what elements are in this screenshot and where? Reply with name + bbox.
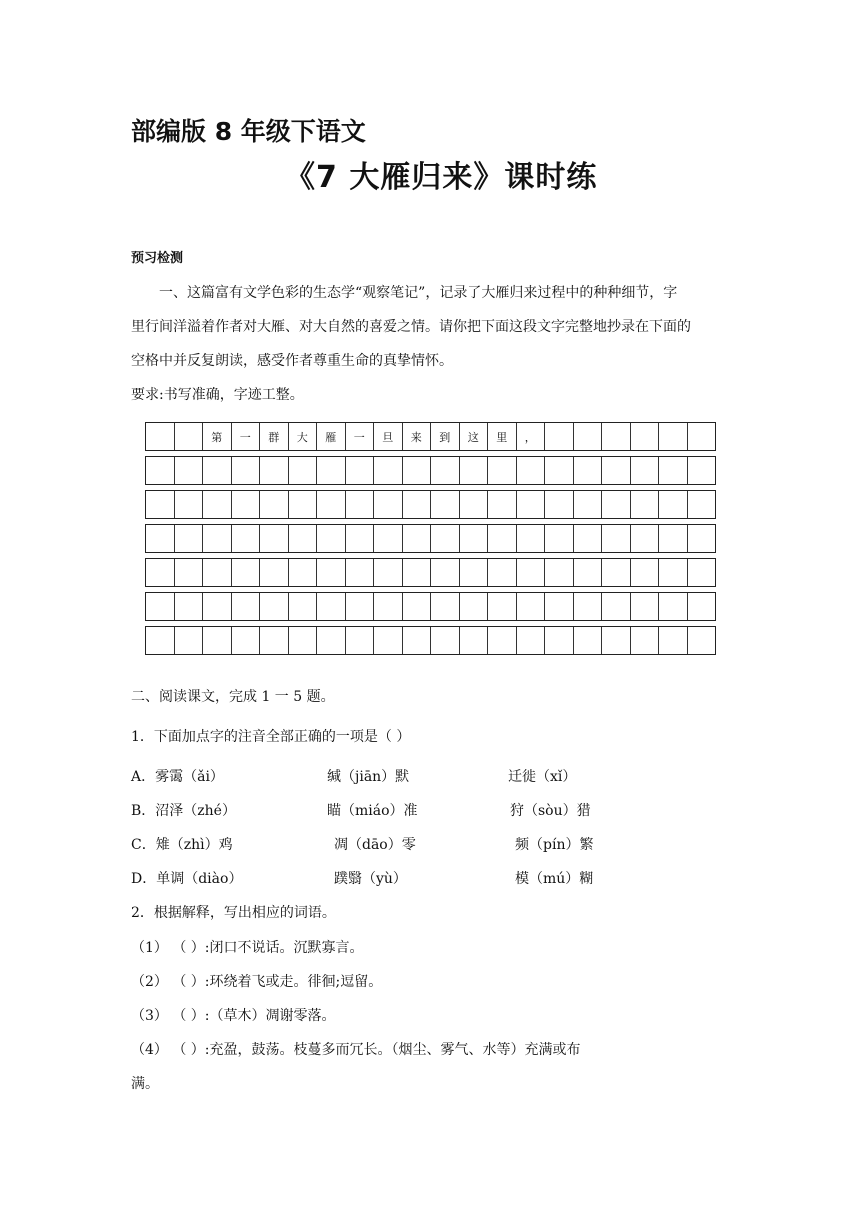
grid-cell[interactable] [260,457,289,484]
grid-cell[interactable] [346,559,375,586]
grid-cell[interactable] [289,593,318,620]
grid-cell[interactable] [688,559,716,586]
q1-intro-line2: 里行间洋溢着作者对大雁、对大自然的喜爱之情。请你把下面这段文字完整地抄录在下面的 [131,319,691,335]
grid-cell[interactable] [260,491,289,518]
option-d-1[interactable]: D．单调（diào） [131,871,243,887]
grid-cell[interactable] [289,559,318,586]
grid-cell[interactable] [460,593,489,620]
grid-cell[interactable] [545,559,574,586]
grid-cell[interactable] [346,627,375,654]
grid-cell[interactable] [460,627,489,654]
grid-cell[interactable] [517,627,546,654]
grid-cell[interactable] [460,491,489,518]
grid-cell[interactable] [602,593,631,620]
grid-row [145,524,716,553]
grid-cell[interactable] [488,457,517,484]
grid-cell[interactable] [574,525,603,552]
grid-cell[interactable] [659,491,688,518]
grid-cell[interactable]: ， [517,423,546,450]
grid-cell[interactable]: 旦 [374,423,403,450]
grid-cell[interactable] [203,559,232,586]
q1-intro-line1: 一、这篇富有文学色彩的生态学“观察笔记”，记录了大雁归来过程中的种种细节，字 [159,285,678,301]
option-c-3: 频（pín）繁 [515,837,594,853]
grid-cell[interactable] [460,559,489,586]
grid-cell[interactable] [403,593,432,620]
grid-cell[interactable] [317,593,346,620]
grid-cell[interactable] [374,559,403,586]
grid-cell[interactable] [631,457,660,484]
q2-item2-line-2: （2） （ ）:环绕着飞或走。徘徊;逗留。 [131,974,383,990]
grid-cell[interactable] [517,593,546,620]
grid-cell[interactable] [203,491,232,518]
grid-cell[interactable] [260,593,289,620]
option-d-3: 模（mú）糊 [515,871,594,887]
grid-cell[interactable]: 第 [203,423,232,450]
grid-cell[interactable] [403,457,432,484]
option-a-3: 迁徙（xǐ） [508,769,577,785]
grid-cell[interactable] [203,525,232,552]
grid-cell[interactable] [403,627,432,654]
grid-cell[interactable] [517,525,546,552]
q2-item2-line-3: （3） （ ）:（草木）凋谢零落。 [131,1008,336,1024]
grid-cell[interactable]: 一 [232,423,261,450]
grid-cell[interactable] [431,491,460,518]
grid-cell[interactable] [146,457,175,484]
q2-item2-line-1: （1） （ ）:闭口不说话。沉默寡言。 [131,940,364,956]
grid-cell[interactable]: 这 [460,423,489,450]
grid-cell[interactable] [688,457,716,484]
grid-cell[interactable] [517,457,546,484]
grid-cell[interactable] [346,491,375,518]
grid-cell[interactable] [602,457,631,484]
grid-cell[interactable]: 群 [260,423,289,450]
grid-cell[interactable] [545,423,574,450]
grid-cell[interactable] [203,457,232,484]
grid-cell[interactable] [232,593,261,620]
grid-row [145,558,716,587]
grid-cell[interactable] [688,491,716,518]
grid-cell[interactable] [346,593,375,620]
grid-cell[interactable] [175,593,204,620]
grid-cell[interactable] [232,559,261,586]
grid-cell[interactable] [346,525,375,552]
grid-cell[interactable] [659,457,688,484]
grid-cell[interactable] [203,627,232,654]
grid-cell[interactable] [431,593,460,620]
grid-cell[interactable] [545,593,574,620]
q1-requirement: 要求:书写准确，字迹工整。 [131,387,304,403]
grid-cell[interactable] [574,627,603,654]
grid-cell[interactable] [289,491,318,518]
grid-cell[interactable] [232,627,261,654]
grid-cell[interactable] [374,525,403,552]
option-d-2: 蹼翳（yù） [334,871,407,887]
grid-cell[interactable] [374,593,403,620]
grid-cell[interactable] [146,559,175,586]
grid-cell[interactable]: 里 [488,423,517,450]
grid-cell[interactable] [317,525,346,552]
grid-cell[interactable] [403,559,432,586]
grid-cell[interactable] [488,593,517,620]
grid-cell[interactable] [175,423,204,450]
grid-cell[interactable] [631,627,660,654]
grid-cell[interactable] [260,525,289,552]
option-b-1[interactable]: B．沼泽（zhé） [131,803,236,819]
option-c-2: 凋（dāo）零 [334,837,416,853]
grid-row [145,456,716,485]
grid-cell[interactable] [631,525,660,552]
q2-item2-line-4-cont: 满。 [131,1076,159,1092]
grid-cell[interactable] [574,593,603,620]
grid-cell[interactable] [517,559,546,586]
grid-cell[interactable] [631,423,660,450]
grid-cell[interactable]: 来 [403,423,432,450]
grid-cell[interactable] [574,559,603,586]
grid-cell[interactable] [346,457,375,484]
grid-cell[interactable] [146,525,175,552]
grid-cell[interactable] [602,423,631,450]
q2-item1-stem: 1．下面加点字的注音全部正确的一项是（ ） [131,729,411,745]
grid-cell[interactable] [260,627,289,654]
grid-cell[interactable] [688,627,716,654]
grid-row [145,490,716,519]
grid-cell[interactable] [460,457,489,484]
grid-cell[interactable] [631,559,660,586]
grid-row [145,592,716,621]
option-a-2: 缄（jiān）默 [327,769,410,785]
grid-cell[interactable] [146,423,175,450]
grid-cell[interactable] [659,423,688,450]
q2-item2-stem: 2．根据解释，写出相应的词语。 [131,905,336,921]
grid-cell[interactable] [260,559,289,586]
option-b-2: 瞄（miáo）准 [327,803,418,819]
grid-cell[interactable] [317,457,346,484]
grid-cell[interactable] [574,457,603,484]
page-title: 《7 大雁归来》课时练 [285,160,598,195]
grid-cell[interactable] [488,559,517,586]
grid-cell[interactable] [545,457,574,484]
option-c-1[interactable]: C．雉（zhì）鸡 [131,837,233,853]
grid-cell[interactable] [289,627,318,654]
grid-cell[interactable] [631,593,660,620]
grid-cell[interactable] [317,627,346,654]
grid-cell[interactable] [574,491,603,518]
grid-cell[interactable]: 大 [289,423,318,450]
grid-cell[interactable] [431,457,460,484]
grid-cell[interactable] [203,593,232,620]
q1-intro [131,276,731,412]
grid-cell[interactable] [175,457,204,484]
grid-cell[interactable] [517,491,546,518]
q2-item2-line-4: （4） （ ）:充盈，鼓荡。枝蔓多而冗长。（烟尘、雾气、水等）充满或布 [131,1042,581,1058]
grid-cell[interactable] [403,491,432,518]
grid-cell[interactable] [688,593,716,620]
grid-cell[interactable] [374,457,403,484]
grid-cell[interactable] [631,491,660,518]
grid-cell[interactable] [659,593,688,620]
grid-cell[interactable] [431,559,460,586]
section-label: 预习检测 [131,251,184,266]
grid-cell[interactable] [146,627,175,654]
grid-cell[interactable] [488,491,517,518]
grid-cell[interactable] [688,423,716,450]
grid-cell[interactable] [602,491,631,518]
grid-cell[interactable] [232,457,261,484]
grid-cell[interactable] [545,525,574,552]
grid-row [145,626,716,655]
grid-cell[interactable] [431,525,460,552]
q2-heading: 二、阅读课文，完成 1 一 5 题。 [131,689,335,705]
grid-cell[interactable] [175,525,204,552]
grid-row [145,422,716,451]
grid-cell[interactable] [574,423,603,450]
grid-cell[interactable] [688,525,716,552]
grid-cell[interactable]: 一 [346,423,375,450]
option-b-3: 狩（sòu）猎 [510,803,591,819]
grid-cell[interactable] [545,491,574,518]
writing-grid[interactable] [145,422,716,660]
grid-cell[interactable] [460,525,489,552]
grid-cell[interactable] [317,491,346,518]
grid-cell[interactable] [374,627,403,654]
grid-cell[interactable] [175,627,204,654]
header-title: 部编版 8 年级下语文 [131,117,366,146]
grid-cell[interactable] [317,559,346,586]
grid-cell[interactable] [403,525,432,552]
grid-cell[interactable]: 到 [431,423,460,450]
grid-cell[interactable] [175,559,204,586]
grid-cell[interactable] [659,559,688,586]
grid-cell[interactable] [146,593,175,620]
grid-cell[interactable] [289,457,318,484]
grid-cell[interactable] [545,627,574,654]
grid-cell[interactable]: 雁 [317,423,346,450]
q1-intro-line3: 空格中并反复朗读，感受作者尊重生命的真挚情怀。 [131,353,453,369]
grid-cell[interactable] [431,627,460,654]
grid-cell[interactable] [374,491,403,518]
grid-cell[interactable] [232,525,261,552]
grid-cell[interactable] [289,525,318,552]
grid-cell[interactable] [232,491,261,518]
grid-cell[interactable] [488,627,517,654]
grid-cell[interactable] [146,491,175,518]
grid-cell[interactable] [602,525,631,552]
option-a-1[interactable]: A．雾霭（ǎi） [131,769,224,785]
grid-cell[interactable] [175,491,204,518]
grid-cell[interactable] [659,627,688,654]
grid-cell[interactable] [602,559,631,586]
grid-cell[interactable] [602,627,631,654]
grid-cell[interactable] [488,525,517,552]
grid-cell[interactable] [659,525,688,552]
